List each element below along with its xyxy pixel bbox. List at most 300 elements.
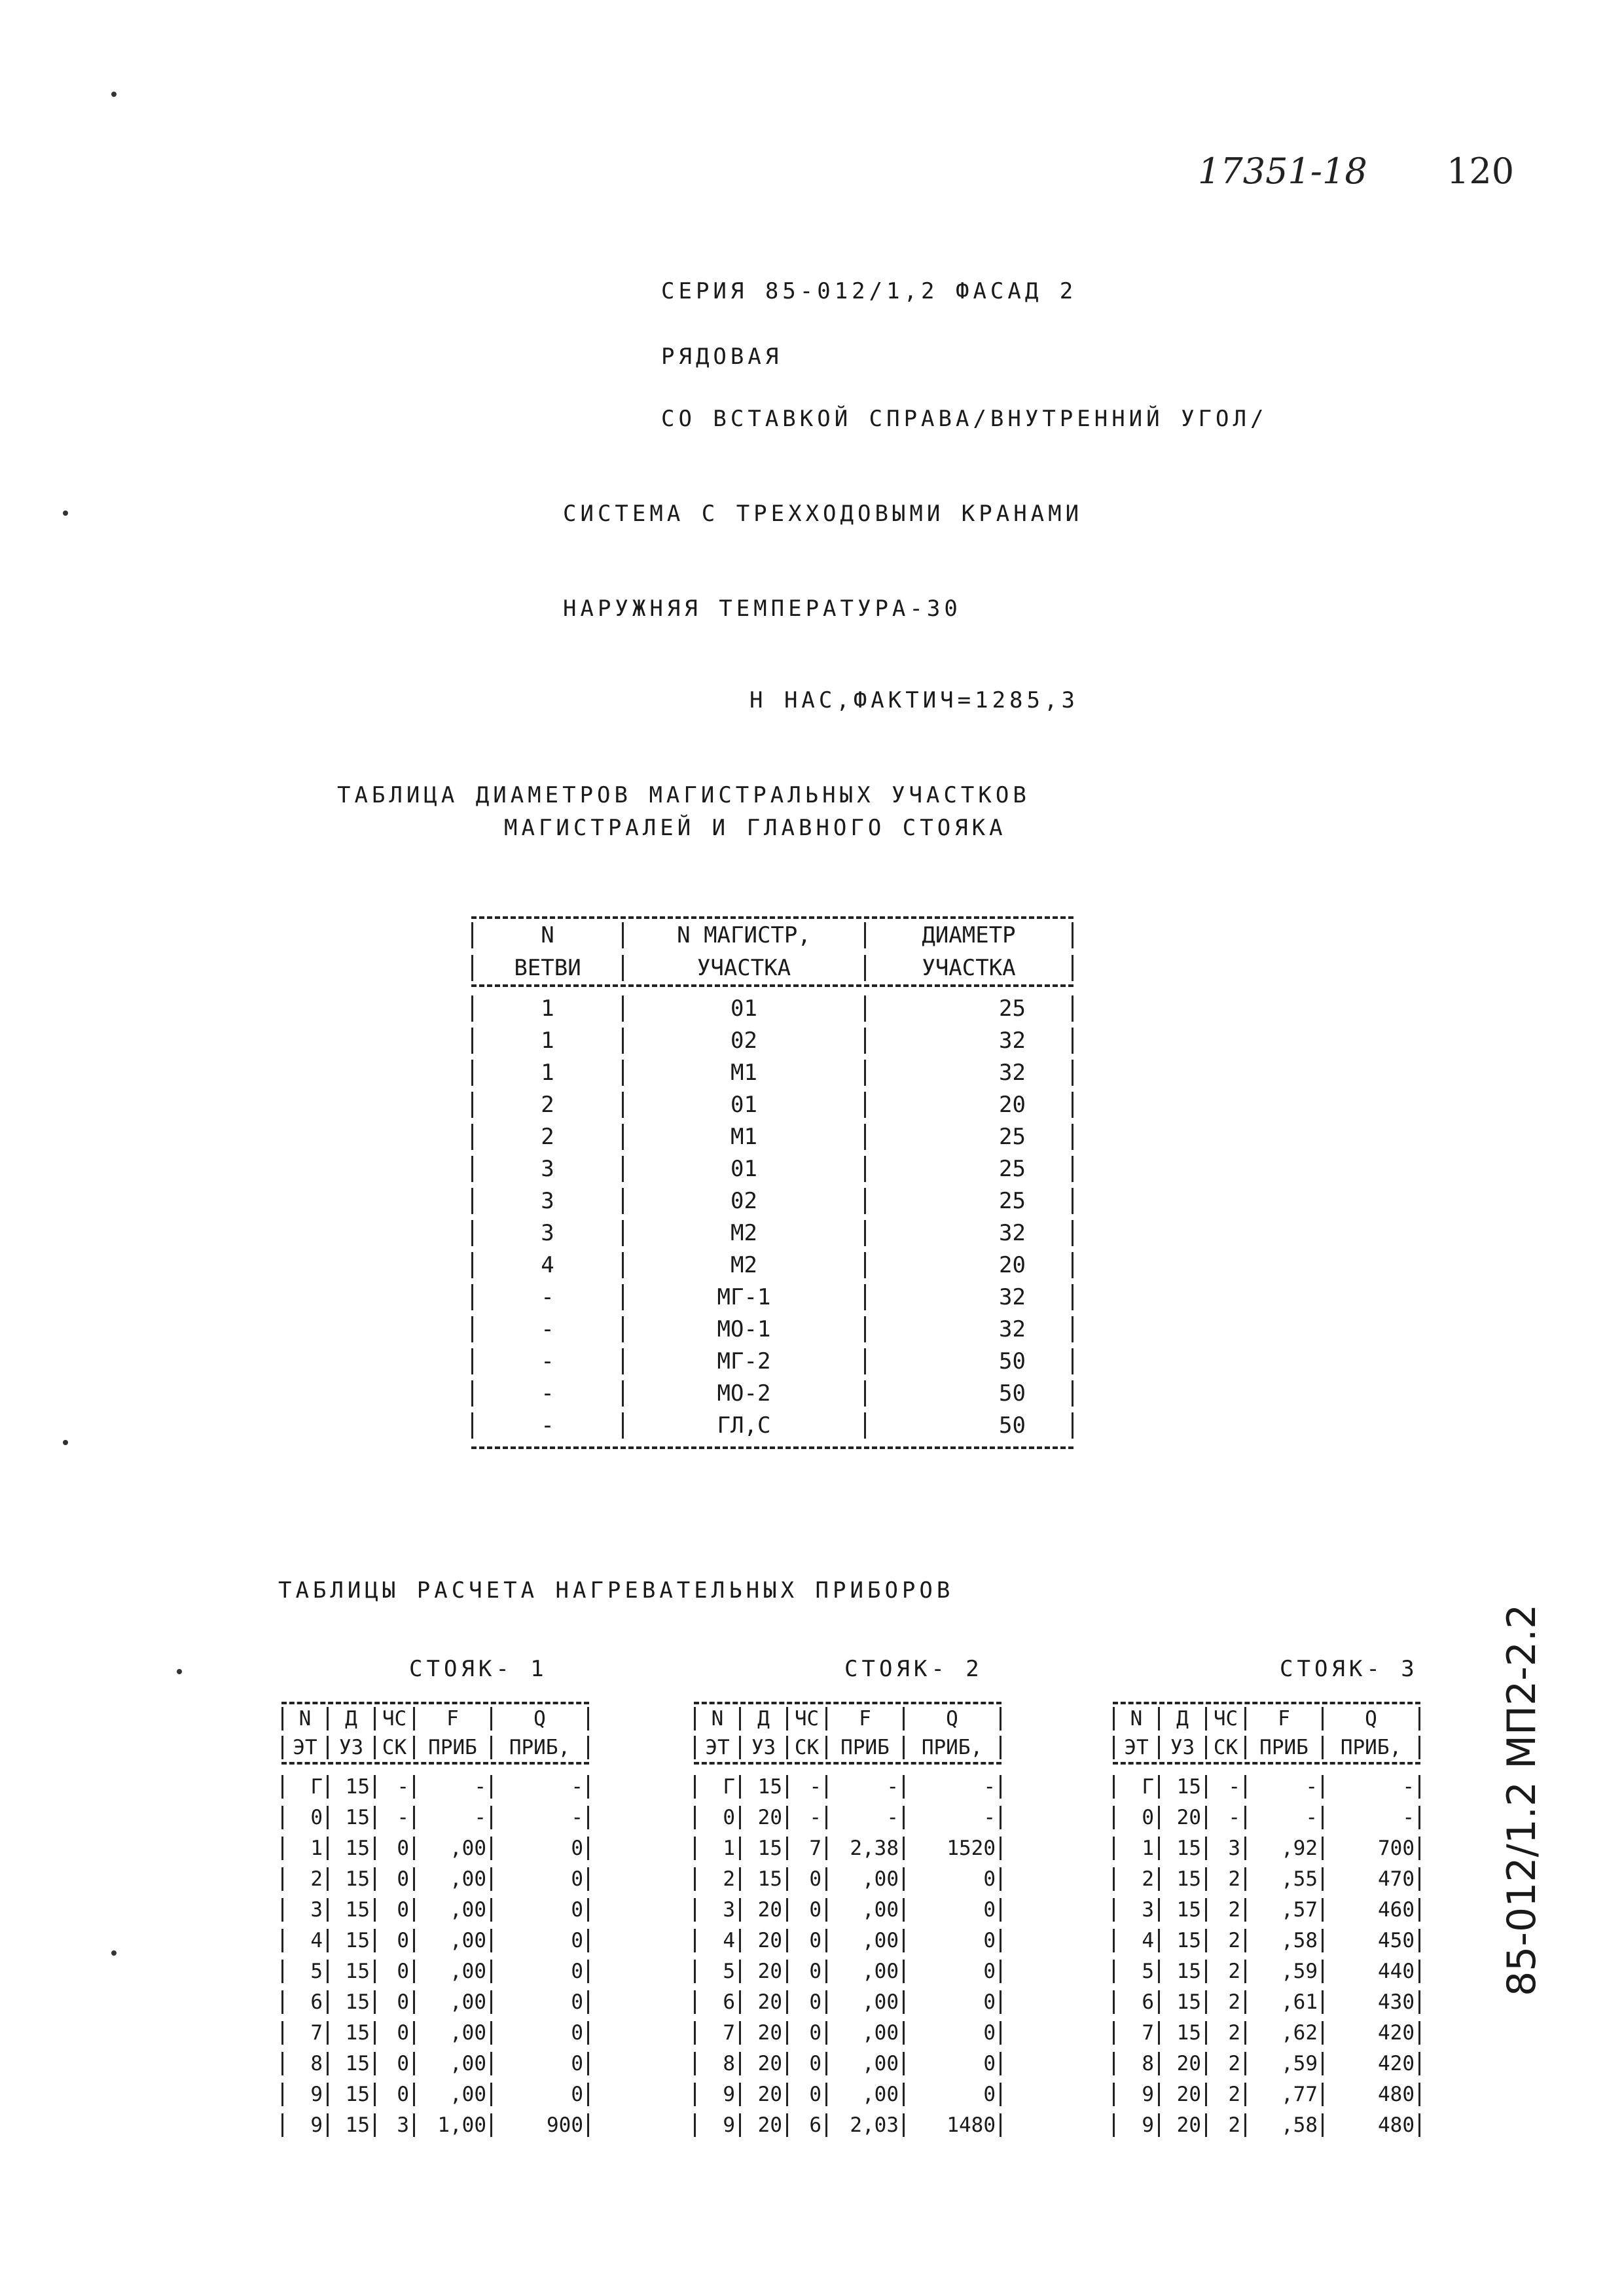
heater-area-cell: 2,38 bbox=[827, 1837, 905, 1860]
node-diameter-cell: 20 bbox=[741, 1960, 788, 1983]
section-cell: МГ-1 bbox=[622, 1284, 864, 1310]
node-diameter-cell: 20 bbox=[741, 2021, 788, 2045]
header-cell: УЧАСТКА bbox=[622, 955, 864, 981]
floor-cell: 0 bbox=[1113, 1806, 1160, 1829]
diameters-table bbox=[471, 916, 1074, 1449]
node-diameter-cell: 15 bbox=[329, 2113, 376, 2137]
heater-area-cell: - bbox=[415, 1775, 492, 1799]
heater-area-cell: ,55 bbox=[1246, 1867, 1324, 1891]
floor-cell: 4 bbox=[281, 1929, 329, 1952]
table-rule bbox=[1113, 1762, 1420, 1765]
table-row bbox=[281, 1894, 589, 1925]
branch-number-cell: 2 bbox=[471, 1092, 622, 1118]
node-diameter-cell: 15 bbox=[1160, 1990, 1207, 2014]
table-row bbox=[694, 1833, 1001, 1863]
floor-cell: Г bbox=[1113, 1775, 1160, 1799]
diameter-cell: 32 bbox=[864, 1220, 1074, 1246]
floor-cell: 8 bbox=[694, 2052, 741, 2075]
floor-cell: 3 bbox=[694, 1898, 741, 1922]
floor-cell: 6 bbox=[1113, 1990, 1160, 2014]
heater-load-cell: 470 bbox=[1324, 1867, 1420, 1891]
heater-area-cell: ,61 bbox=[1246, 1990, 1324, 2014]
header-cell: F bbox=[1246, 1707, 1324, 1731]
table-row bbox=[694, 1894, 1001, 1925]
node-diameter-cell: 15 bbox=[329, 1929, 376, 1952]
branch-number-cell: 2 bbox=[471, 1124, 622, 1150]
sections-cell: 0 bbox=[376, 2083, 415, 2106]
heater-area-cell: ,92 bbox=[1246, 1837, 1324, 1860]
header-cell: СК bbox=[376, 1736, 415, 1759]
table-row bbox=[471, 1056, 1074, 1088]
sections-cell: - bbox=[788, 1806, 827, 1829]
branch-number-cell: - bbox=[471, 1380, 622, 1407]
heater-area-cell: ,00 bbox=[827, 1867, 905, 1891]
heater-area-cell: ,00 bbox=[827, 2052, 905, 2075]
heater-load-cell: - bbox=[492, 1806, 589, 1829]
table-row bbox=[471, 1088, 1074, 1121]
header-cell: ПРИБ bbox=[415, 1736, 492, 1759]
table-row bbox=[471, 1217, 1074, 1249]
floor-cell: 9 bbox=[694, 2083, 741, 2106]
heater-area-cell: ,59 bbox=[1246, 2052, 1324, 2075]
sections-cell: 2 bbox=[1207, 1929, 1246, 1952]
header-cell: ПРИБ, bbox=[492, 1736, 589, 1759]
header-cell: СК bbox=[788, 1736, 827, 1759]
header-cell: N bbox=[694, 1707, 741, 1731]
branch-number-cell: - bbox=[471, 1348, 622, 1374]
sections-cell: 0 bbox=[376, 2021, 415, 2045]
floor-cell: Г bbox=[281, 1775, 329, 1799]
table-row bbox=[1113, 1956, 1420, 1986]
section-cell: М2 bbox=[622, 1252, 864, 1278]
node-diameter-cell: 20 bbox=[741, 2052, 788, 2075]
header-type: РЯДОВАЯ bbox=[661, 344, 783, 370]
node-diameter-cell: 20 bbox=[1160, 1806, 1207, 1829]
diameter-cell: 25 bbox=[864, 1188, 1074, 1214]
table-row bbox=[694, 1956, 1001, 1986]
branch-number-cell: 3 bbox=[471, 1188, 622, 1214]
table-row bbox=[1113, 2017, 1420, 2048]
header-cell: ЧС bbox=[376, 1707, 415, 1731]
section-cell: 01 bbox=[622, 996, 864, 1022]
floor-cell: 7 bbox=[1113, 2021, 1160, 2045]
header-cell: ДИАМЕТР bbox=[864, 922, 1074, 948]
table-row bbox=[694, 2079, 1001, 2109]
table-row bbox=[1113, 2079, 1420, 2109]
sections-cell: 0 bbox=[788, 1867, 827, 1891]
floor-cell: 4 bbox=[1113, 1929, 1160, 1952]
diameter-cell: 20 bbox=[864, 1092, 1074, 1118]
floor-cell: 7 bbox=[694, 2021, 741, 2045]
diameter-cell: 50 bbox=[864, 1380, 1074, 1407]
heater-load-cell: 450 bbox=[1324, 1929, 1420, 1952]
heater-area-cell: ,59 bbox=[1246, 1960, 1324, 1983]
header-cell: УЗ bbox=[1160, 1736, 1207, 1759]
riser-1-table bbox=[281, 1702, 589, 2140]
heater-area-cell: ,00 bbox=[827, 1929, 905, 1952]
riser-2-title: СТОЯК- 2 bbox=[844, 1656, 983, 1682]
header-cell: УЗ bbox=[329, 1736, 376, 1759]
table-row bbox=[471, 992, 1074, 1024]
node-diameter-cell: 15 bbox=[329, 1837, 376, 1860]
section-cell: 02 bbox=[622, 1028, 864, 1054]
node-diameter-cell: 15 bbox=[1160, 1837, 1207, 1860]
heater-load-cell: 0 bbox=[905, 1898, 1001, 1922]
table-row bbox=[471, 1409, 1074, 1441]
table-row bbox=[694, 1802, 1001, 1833]
floor-cell: 9 bbox=[1113, 2083, 1160, 2106]
node-diameter-cell: 20 bbox=[741, 1929, 788, 1952]
sections-cell: - bbox=[1207, 1806, 1246, 1829]
header-cell: ПРИБ bbox=[827, 1736, 905, 1759]
floor-cell: 8 bbox=[1113, 2052, 1160, 2075]
node-diameter-cell: 15 bbox=[1160, 1775, 1207, 1799]
sections-cell: 0 bbox=[376, 1960, 415, 1983]
floor-cell: 1 bbox=[1113, 1837, 1160, 1860]
table-row bbox=[1113, 2048, 1420, 2079]
table-header-row bbox=[694, 1733, 1001, 1762]
heater-load-cell: 460 bbox=[1324, 1898, 1420, 1922]
table-row bbox=[281, 2109, 589, 2140]
section-cell: 01 bbox=[622, 1156, 864, 1182]
node-diameter-cell: 15 bbox=[1160, 1898, 1207, 1922]
sections-cell: 0 bbox=[376, 1990, 415, 2014]
heater-load-cell: 420 bbox=[1324, 2052, 1420, 2075]
section-cell: М1 bbox=[622, 1124, 864, 1150]
node-diameter-cell: 15 bbox=[329, 2052, 376, 2075]
node-diameter-cell: 15 bbox=[741, 1867, 788, 1891]
header-pressure: Н НАС,ФАКТИЧ=1285,3 bbox=[749, 687, 1079, 713]
table-row bbox=[281, 1863, 589, 1894]
table-row bbox=[471, 1345, 1074, 1377]
diameter-cell: 50 bbox=[864, 1412, 1074, 1439]
diameter-cell: 25 bbox=[864, 1124, 1074, 1150]
riser-3-title: СТОЯК- 3 bbox=[1280, 1656, 1418, 1682]
header-cell: ЭТ bbox=[1113, 1736, 1160, 1759]
floor-cell: 7 bbox=[281, 2021, 329, 2045]
floor-cell: 8 bbox=[281, 2052, 329, 2075]
table-row bbox=[471, 1185, 1074, 1217]
node-diameter-cell: 15 bbox=[329, 1990, 376, 2014]
table-header-row bbox=[1113, 1733, 1420, 1762]
heater-load-cell: 0 bbox=[492, 2021, 589, 2045]
floor-cell: 9 bbox=[281, 2083, 329, 2106]
scan-speck bbox=[63, 511, 68, 516]
table-header-row bbox=[471, 952, 1074, 984]
heater-load-cell: 440 bbox=[1324, 1960, 1420, 1983]
heater-area-cell: ,00 bbox=[415, 1867, 492, 1891]
heater-load-cell: - bbox=[905, 1806, 1001, 1829]
sections-cell: 2 bbox=[1207, 2083, 1246, 2106]
floor-cell: 1 bbox=[694, 1837, 741, 1860]
diameters-table-body bbox=[471, 992, 1074, 1441]
table-header-row bbox=[281, 1704, 589, 1733]
diameter-cell: 25 bbox=[864, 1156, 1074, 1182]
diameter-cell: 25 bbox=[864, 996, 1074, 1022]
heater-load-cell: - bbox=[1324, 1806, 1420, 1829]
table-row bbox=[1113, 1771, 1420, 1802]
header-cell: N МАГИСТР, bbox=[622, 922, 864, 948]
heater-area-cell: - bbox=[1246, 1806, 1324, 1829]
header-cell: Д bbox=[741, 1707, 788, 1731]
section-cell: М2 bbox=[622, 1220, 864, 1246]
header-cell: УЧАСТКА bbox=[864, 955, 1074, 981]
table-row bbox=[1113, 1863, 1420, 1894]
diam-table-title-2: МАГИСТРАЛЕЙ И ГЛАВНОГО СТОЯКА bbox=[504, 815, 1007, 841]
table-header-row bbox=[1113, 1704, 1420, 1733]
node-diameter-cell: 15 bbox=[329, 1806, 376, 1829]
heater-load-cell: 480 bbox=[1324, 2083, 1420, 2106]
heater-area-cell: ,00 bbox=[827, 1898, 905, 1922]
header-cell: ВЕТВИ bbox=[471, 955, 622, 981]
heater-load-cell: 0 bbox=[905, 1960, 1001, 1983]
scan-speck bbox=[177, 1669, 182, 1674]
sections-cell: 0 bbox=[376, 1929, 415, 1952]
table-row bbox=[471, 1121, 1074, 1153]
sections-cell: 0 bbox=[376, 1867, 415, 1891]
floor-cell: 2 bbox=[694, 1867, 741, 1891]
branch-number-cell: 1 bbox=[471, 1028, 622, 1054]
node-diameter-cell: 15 bbox=[329, 1898, 376, 1922]
heater-area-cell: ,00 bbox=[827, 2083, 905, 2106]
sections-cell: - bbox=[376, 1806, 415, 1829]
sections-cell: 2 bbox=[1207, 1867, 1246, 1891]
node-diameter-cell: 15 bbox=[329, 1867, 376, 1891]
node-diameter-cell: 15 bbox=[1160, 1929, 1207, 1952]
vertical-stamp: 85-012/1.2 МП2-2.2 bbox=[1499, 1604, 1545, 1996]
heater-area-cell: ,00 bbox=[415, 1929, 492, 1952]
sections-cell: 0 bbox=[788, 1960, 827, 1983]
heater-load-cell: 480 bbox=[1324, 2113, 1420, 2137]
node-diameter-cell: 20 bbox=[741, 1806, 788, 1829]
node-diameter-cell: 15 bbox=[329, 1775, 376, 1799]
table-rule bbox=[694, 1762, 1001, 1765]
node-diameter-cell: 15 bbox=[741, 1837, 788, 1860]
branch-number-cell: 4 bbox=[471, 1252, 622, 1278]
node-diameter-cell: 15 bbox=[741, 1775, 788, 1799]
section-cell: ГЛ,С bbox=[622, 1412, 864, 1439]
floor-cell: 9 bbox=[281, 2113, 329, 2137]
branch-number-cell: - bbox=[471, 1284, 622, 1310]
section-cell: 02 bbox=[622, 1188, 864, 1214]
table-row bbox=[1113, 1833, 1420, 1863]
table-row bbox=[694, 1925, 1001, 1956]
heater-area-cell: ,00 bbox=[415, 2021, 492, 2045]
floor-cell: 1 bbox=[281, 1837, 329, 1860]
heater-load-cell: 430 bbox=[1324, 1990, 1420, 2014]
heater-load-cell: 0 bbox=[905, 2083, 1001, 2106]
scan-speck bbox=[111, 92, 117, 97]
heater-area-cell: ,00 bbox=[415, 1990, 492, 2014]
table-row bbox=[471, 1024, 1074, 1056]
table-row bbox=[281, 1925, 589, 1956]
diameter-cell: 32 bbox=[864, 1060, 1074, 1086]
table-row bbox=[471, 1313, 1074, 1345]
table-row bbox=[281, 1833, 589, 1863]
floor-cell: 9 bbox=[1113, 2113, 1160, 2137]
heater-load-cell: 1520 bbox=[905, 1837, 1001, 1860]
floor-cell: 0 bbox=[281, 1806, 329, 1829]
floor-cell: 2 bbox=[1113, 1867, 1160, 1891]
header-cell: ЭТ bbox=[281, 1736, 329, 1759]
heater-load-cell: 1480 bbox=[905, 2113, 1001, 2137]
table-row bbox=[471, 1281, 1074, 1313]
table-row bbox=[281, 1802, 589, 1833]
table-row bbox=[281, 2017, 589, 2048]
floor-cell: 9 bbox=[694, 2113, 741, 2137]
sections-cell: 3 bbox=[1207, 1837, 1246, 1860]
table-row bbox=[471, 1153, 1074, 1185]
sections-cell: - bbox=[376, 1775, 415, 1799]
heater-area-cell: ,00 bbox=[415, 2083, 492, 2106]
handwritten-doc-code: 17351-18 bbox=[1198, 151, 1367, 192]
heater-area-cell: ,00 bbox=[827, 1990, 905, 2014]
table-row bbox=[1113, 1802, 1420, 1833]
heater-load-cell: 0 bbox=[492, 1960, 589, 1983]
sections-cell: 0 bbox=[376, 1837, 415, 1860]
sections-cell: 2 bbox=[1207, 1990, 1246, 2014]
heater-load-cell: 0 bbox=[905, 1929, 1001, 1952]
floor-cell: 3 bbox=[281, 1898, 329, 1922]
node-diameter-cell: 15 bbox=[329, 2083, 376, 2106]
heater-load-cell: 0 bbox=[492, 1990, 589, 2014]
diam-table-title-1: ТАБЛИЦА ДИАМЕТРОВ МАГИСТРАЛЬНЫХ УЧАСТКОВ bbox=[337, 782, 1030, 808]
heater-load-cell: 0 bbox=[905, 2052, 1001, 2075]
heater-load-cell: 0 bbox=[905, 1990, 1001, 2014]
header-cell: F bbox=[827, 1707, 905, 1731]
node-diameter-cell: 20 bbox=[741, 1898, 788, 1922]
node-diameter-cell: 20 bbox=[741, 1990, 788, 2014]
table-row bbox=[694, 1863, 1001, 1894]
heater-load-cell: 700 bbox=[1324, 1837, 1420, 1860]
sections-cell: 0 bbox=[376, 2052, 415, 2075]
table-row bbox=[1113, 1986, 1420, 2017]
heater-load-cell: 0 bbox=[905, 2021, 1001, 2045]
header-cell: N bbox=[281, 1707, 329, 1731]
riser-2-table bbox=[694, 1702, 1001, 2140]
heater-load-cell: 900 bbox=[492, 2113, 589, 2137]
sections-cell: - bbox=[788, 1775, 827, 1799]
node-diameter-cell: 15 bbox=[1160, 2021, 1207, 2045]
heater-area-cell: ,57 bbox=[1246, 1898, 1324, 1922]
sections-cell: 7 bbox=[788, 1837, 827, 1860]
heater-load-cell: - bbox=[492, 1775, 589, 1799]
table-row bbox=[471, 1249, 1074, 1281]
table-row bbox=[694, 1771, 1001, 1802]
node-diameter-cell: 20 bbox=[1160, 2113, 1207, 2137]
floor-cell: 5 bbox=[281, 1960, 329, 1983]
diameter-cell: 32 bbox=[864, 1028, 1074, 1054]
heater-area-cell: - bbox=[827, 1775, 905, 1799]
header-variant: СО ВСТАВКОЙ СПРАВА/ВНУТРЕННИЙ УГОЛ/ bbox=[661, 406, 1268, 432]
header-cell: Q bbox=[492, 1707, 589, 1731]
header-cell: Д bbox=[1160, 1707, 1207, 1731]
header-cell: ЭТ bbox=[694, 1736, 741, 1759]
heater-load-cell: 420 bbox=[1324, 2021, 1420, 2045]
branch-number-cell: 1 bbox=[471, 1060, 622, 1086]
heater-load-cell: 0 bbox=[492, 1898, 589, 1922]
header-cell: ЧС bbox=[788, 1707, 827, 1731]
table-row bbox=[281, 2048, 589, 2079]
sections-cell: 3 bbox=[376, 2113, 415, 2137]
heater-load-cell: - bbox=[1324, 1775, 1420, 1799]
sections-cell: 0 bbox=[376, 1898, 415, 1922]
header-cell: СК bbox=[1207, 1736, 1246, 1759]
sections-cell: 0 bbox=[788, 2052, 827, 2075]
heater-area-cell: - bbox=[1246, 1775, 1324, 1799]
heater-area-cell: ,00 bbox=[415, 2052, 492, 2075]
table-row bbox=[471, 1377, 1074, 1409]
heater-load-cell: 0 bbox=[492, 1837, 589, 1860]
branch-number-cell: - bbox=[471, 1316, 622, 1342]
node-diameter-cell: 15 bbox=[329, 1960, 376, 1983]
diameter-cell: 32 bbox=[864, 1284, 1074, 1310]
heater-area-cell: 2,03 bbox=[827, 2113, 905, 2137]
table-row bbox=[1113, 2109, 1420, 2140]
table-row bbox=[694, 2017, 1001, 2048]
header-series: СЕРИЯ 85-012/1,2 ФАСАД 2 bbox=[661, 278, 1077, 304]
header-temperature: НАРУЖНЯЯ ТЕМПЕРАТУРА-30 bbox=[563, 596, 962, 622]
floor-cell: 3 bbox=[1113, 1898, 1160, 1922]
floor-cell: 5 bbox=[1113, 1960, 1160, 1983]
sections-cell: 0 bbox=[788, 2083, 827, 2106]
heater-load-cell: 0 bbox=[492, 2052, 589, 2075]
header-cell: N bbox=[1113, 1707, 1160, 1731]
sections-cell: 0 bbox=[788, 2021, 827, 2045]
heater-area-cell: - bbox=[415, 1806, 492, 1829]
heater-load-cell: 0 bbox=[492, 2083, 589, 2106]
floor-cell: Г bbox=[694, 1775, 741, 1799]
heater-area-cell: ,58 bbox=[1246, 2113, 1324, 2137]
sections-cell: 0 bbox=[788, 1929, 827, 1952]
section-cell: МГ-2 bbox=[622, 1348, 864, 1374]
table-row bbox=[694, 2048, 1001, 2079]
node-diameter-cell: 15 bbox=[329, 2021, 376, 2045]
header-cell: Q bbox=[905, 1707, 1001, 1731]
table-row bbox=[281, 2079, 589, 2109]
node-diameter-cell: 20 bbox=[1160, 2083, 1207, 2106]
heater-area-cell: ,00 bbox=[827, 2021, 905, 2045]
table-header-row bbox=[694, 1704, 1001, 1733]
table-row bbox=[1113, 1894, 1420, 1925]
floor-cell: 4 bbox=[694, 1929, 741, 1952]
sections-cell: 2 bbox=[1207, 2113, 1246, 2137]
header-cell: Д bbox=[329, 1707, 376, 1731]
node-diameter-cell: 20 bbox=[741, 2113, 788, 2137]
branch-number-cell: 3 bbox=[471, 1220, 622, 1246]
heater-load-cell: 0 bbox=[905, 1867, 1001, 1891]
section-cell: 01 bbox=[622, 1092, 864, 1118]
sections-cell: - bbox=[1207, 1775, 1246, 1799]
header-cell: N bbox=[471, 922, 622, 948]
sections-cell: 2 bbox=[1207, 1898, 1246, 1922]
section-cell: МО-1 bbox=[622, 1316, 864, 1342]
floor-cell: 0 bbox=[694, 1806, 741, 1829]
sections-cell: 0 bbox=[788, 1990, 827, 2014]
branch-number-cell: - bbox=[471, 1412, 622, 1439]
table-rule bbox=[281, 1762, 589, 1765]
heater-area-cell: ,00 bbox=[415, 1898, 492, 1922]
node-diameter-cell: 20 bbox=[1160, 2052, 1207, 2075]
table-row bbox=[281, 1986, 589, 2017]
heater-load-cell: - bbox=[905, 1775, 1001, 1799]
node-diameter-cell: 20 bbox=[741, 2083, 788, 2106]
heater-area-cell: ,00 bbox=[415, 1960, 492, 1983]
sections-cell: 2 bbox=[1207, 2052, 1246, 2075]
branch-number-cell: 1 bbox=[471, 996, 622, 1022]
node-diameter-cell: 15 bbox=[1160, 1867, 1207, 1891]
table-rule bbox=[471, 1446, 1074, 1449]
